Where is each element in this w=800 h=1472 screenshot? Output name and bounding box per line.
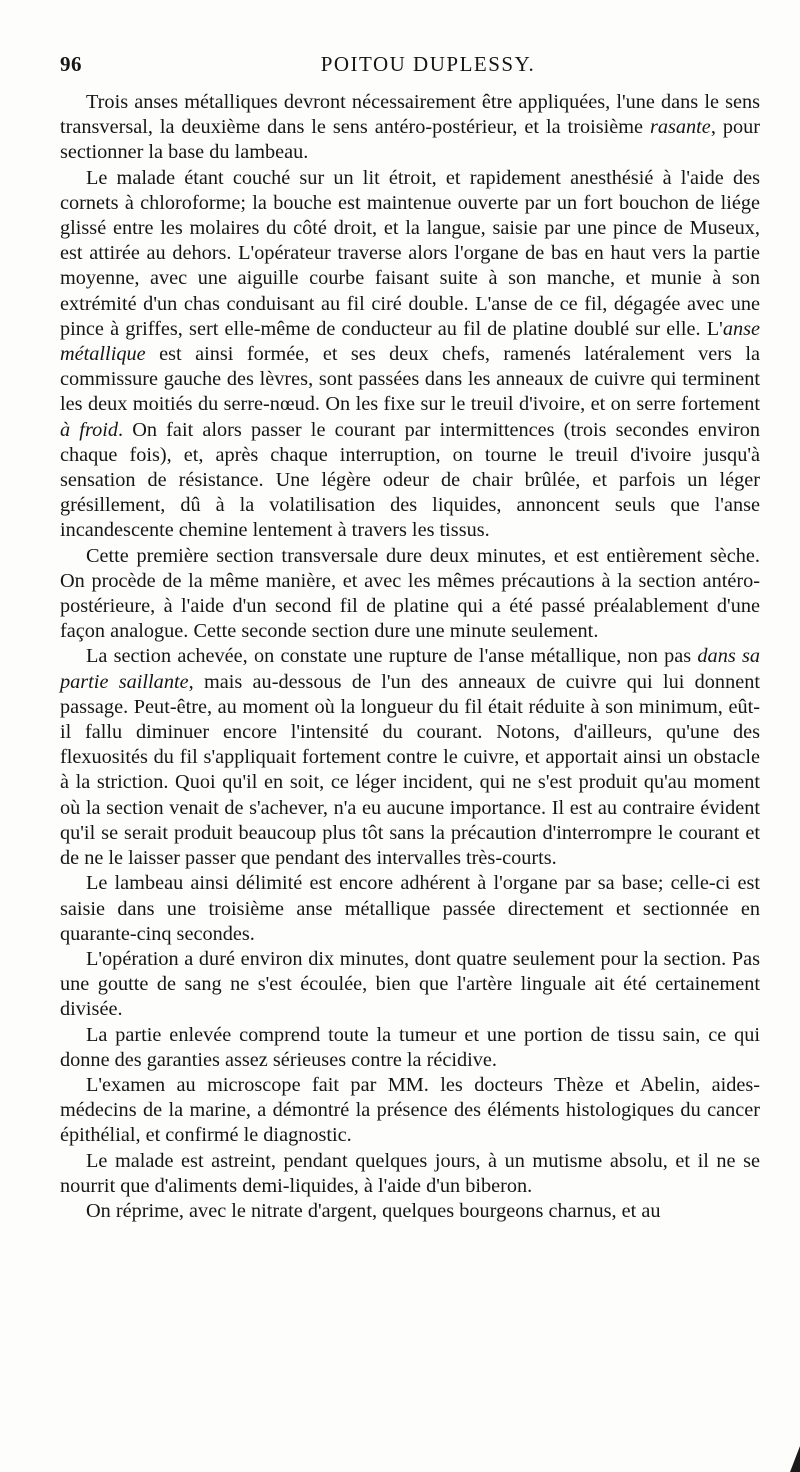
text-run: . On fait alors passer le courant par intermittences (trois secondes environ chaque fois), et, après chaque interruption, on tourne le treuil d'ivoire jusqu'à sensation de résistance. Une légère odeur de chair brûlée, et parfois un léger grésillement, dû à la volatilisation des liquides, annoncent seuls que l'anse incandescente chemine lentement à travers les tissus.	[60, 418, 760, 542]
text-run: L'opération a duré environ dix minutes, dont quatre seulement pour la section. Pas une goutte de sang ne s'est écoulée, bien que l'artère linguale ait été certainement divisée.	[60, 947, 760, 1021]
text-run: est ainsi formée, et ses deux chefs, ramenés latéralement vers la commissure gauche des lèvres, sont passées dans les anneaux de cuivre qui terminent les deux moitiés du serre-nœud. On les fixe sur le treuil d'ivoire, et on serre fortement	[60, 343, 760, 416]
text-run: Le malade étant couché sur un lit étroit, et rapidement anesthésié à l'aide des cornets à chloroforme; la bouche est maintenue ouverte par un fort bouchon de liége glissé entre les molaires du côté droit, et la langue, saisie par une pince de Museux, est attirée au dehors. L'opérateur traverse alors l'organe de bas en haut vers la partie moyenne, avec une aiguille courbe faisant suite à son manche, et munie à son extrémité d'un chas conduisant au fil ciré double. L'anse de ce fil, dégagée avec une pince à griffes, sert elle-même de conducteur au fil de platine doublé sur elle. L'	[60, 166, 760, 340]
paragraph	[60, 166, 760, 544]
paragraph	[60, 1073, 760, 1149]
running-title: POITOU DUPLESSY.	[320, 52, 536, 76]
text-run: , mais au-dessous de l'un des anneaux de cuivre qui lui donnent passage. Peut-être, au moment où la longueur du fil était réduite à son minimum, eût-il fallu diminuer encore l'intensité du courant. Notons, d'ailleurs, qu'une des flexuosités du fil s'appliquait fortement contre le cuivre, et apportait ainsi un obstacle à la striction. Quoi qu'il en soit, ce léger incident, qui ne s'est produit qu'au moment où la section venait de s'achever, n'a eu aucune importance. Il est au contraire évident qu'il se serait produit beaucoup plus tôt sans la précaution d'interrompre le courant et de ne le laisser passer que pendant des intervalles très-courts.	[60, 670, 760, 870]
running-head	[60, 52, 756, 82]
text-run: L'examen au microscope fait par MM. les docteurs Thèze et Abelin, aides-médecins de la marine, a démontré la présence des éléments histologiques du cancer épithélial, et confirmé le diagnostic.	[60, 1073, 760, 1147]
page-corner-mark	[790, 1446, 800, 1472]
paragraph	[60, 871, 760, 947]
page-number: 96	[60, 52, 82, 76]
text-run: Le malade est astreint, pendant quelques jours, à un mutisme absolu, et il ne se nourrit que d'aliments demi-liquides, à l'aide d'un biberon.	[60, 1149, 760, 1197]
body-text	[60, 90, 760, 1224]
text-run: La partie enlevée comprend toute la tumeur et une portion de tissu sain, ce qui donne des garanties assez sérieuses contre la récidive.	[60, 1023, 760, 1071]
paragraph	[60, 1023, 760, 1073]
paragraph	[60, 1199, 760, 1224]
text-run: Cette première section transversale dure deux minutes, et est entièrement sèche. On procède de la même manière, et avec les mêmes précautions à la section antéro-postérieure, à l'aide d'un second fil de platine qui a été passé préalablement d'une façon analogue. Cette seconde section dure une minute seulement.	[60, 544, 760, 643]
text-run: , pour sectionner la base du lambeau.	[60, 116, 760, 164]
paragraph	[60, 1149, 760, 1199]
paragraph	[60, 644, 760, 871]
text-run: Le lambeau ainsi délimité est encore adhérent à l'organe par sa base; celle-ci est saisie dans une troisième anse métallique passée directement et sectionnée en quarante-cinq secondes.	[60, 872, 760, 945]
text-run: Trois anses métalliques devront nécessairement être appliquées, l'une dans le sens transversal, la deuxième dans le sens antéro-postérieur, et la troisième	[60, 91, 760, 139]
paragraph	[60, 947, 760, 1023]
paragraph	[60, 90, 760, 166]
italic-text: rasante	[649, 116, 711, 139]
italic-text: anse métallique	[60, 317, 760, 366]
italic-text: à froid	[60, 418, 118, 441]
text-run: La section achevée, on constate une rupture de l'anse métallique, non pas	[86, 645, 698, 668]
paragraph	[60, 544, 760, 645]
text-run: On réprime, avec le nitrate d'argent, quelques bourgeons charnus, et au	[86, 1199, 661, 1222]
italic-text: dans sa partie saillante	[60, 645, 761, 693]
